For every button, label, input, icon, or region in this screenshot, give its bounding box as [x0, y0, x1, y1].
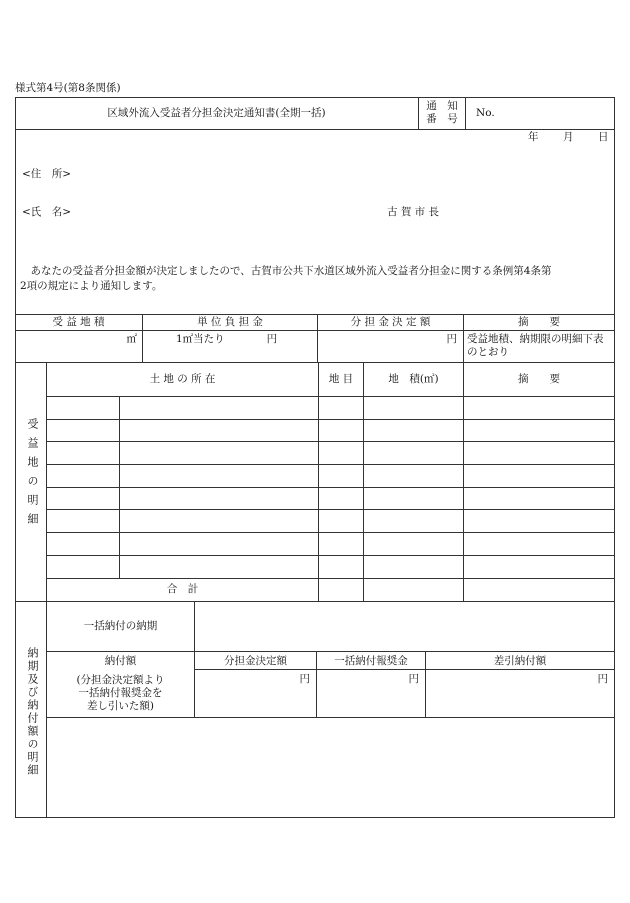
payment-col-header-bottom [194, 669, 615, 670]
land-header-category: 地 目 [328, 373, 354, 385]
payment-header-net: 差引納付額 [493, 655, 547, 667]
mayor-label: 古 賀 市 長 [387, 206, 440, 218]
payment-due-bottom [46, 651, 615, 652]
land-div-remarks [463, 362, 464, 601]
land-row-line [46, 532, 615, 533]
payment-amount-bottom [46, 717, 615, 718]
payment-amount-note: (分担金決定額より 一括納付報奨金を 差し引いた額) [76, 674, 165, 712]
summary-unit-charge: 1㎡当たり 円 [176, 333, 278, 345]
notice-number-value: No. [476, 107, 495, 119]
land-total-top [46, 578, 615, 579]
summary-remarks: 受益地積、納期限の明細下表のとおり [467, 333, 604, 358]
land-total-label: 合 計 [166, 583, 199, 595]
land-header-bottom [46, 396, 615, 397]
land-label-div [46, 362, 47, 601]
frame-right [614, 97, 615, 818]
frame-bottom [15, 817, 615, 818]
summary-bottom [15, 362, 615, 363]
land-header-location: 土 地 の 所 在 [149, 373, 216, 385]
address-label: <住 所> [22, 168, 72, 180]
date-day: 日 [598, 131, 609, 143]
notice-number-label: 通 知 番 号 [426, 100, 458, 125]
payment-due-label: 一括納付の納期 [83, 620, 158, 632]
name-label: <氏 名> [22, 206, 72, 218]
land-row-line [46, 441, 615, 442]
land-header-remarks: 摘 要 [518, 373, 560, 385]
land-bottom [15, 601, 615, 602]
body-text-line-2: 2項の規定により通知します。 [20, 280, 163, 292]
frame-top [15, 97, 615, 98]
document-title: 区域外流入受益者分担金決定通知書(全期一括) [107, 107, 326, 119]
summary-header-remarks: 摘 要 [518, 316, 560, 328]
summary-header-area: 受 益 地 積 [52, 316, 105, 328]
land-row-line [46, 419, 615, 420]
payment-yen-decided: 円 [299, 673, 310, 685]
date-month: 月 [563, 131, 574, 143]
land-section-label: 受益地の明細 [26, 418, 39, 532]
summary-top [15, 314, 615, 315]
frame-left [15, 97, 16, 818]
land-row-line [46, 555, 615, 556]
form-id: 様式第4号(第8条関係) [15, 82, 121, 94]
summary-header-amount: 分 担 金 決 定 額 [350, 316, 431, 328]
land-row-line [46, 509, 615, 510]
summary-header-unit-charge: 単 位 負 担 金 [197, 316, 263, 328]
summary-header-bottom [15, 330, 615, 331]
land-row-line [46, 487, 615, 488]
payment-header-decided: 分担金決定額 [224, 655, 287, 667]
land-div-category [318, 362, 319, 601]
land-div-area [363, 362, 364, 601]
payment-yen-reward: 円 [408, 673, 419, 685]
header-bottom [15, 129, 615, 130]
payment-header-reward: 一括納付報奨金 [334, 655, 408, 667]
summary-area-unit: ㎡ [126, 333, 137, 345]
header-div-2 [465, 97, 466, 130]
payment-section-label: 納期及び納付額の明細 [26, 647, 39, 777]
payment-yen-net: 円 [597, 673, 608, 685]
date-year: 年 [528, 131, 539, 143]
summary-amount-unit: 円 [446, 333, 457, 345]
payment-amount-label: 納付額 [104, 655, 137, 667]
body-text-line-1: あなたの受益者分担金額が決定しましたので、古賀市公共下水道区域外流入受益者分担金に関する条例第4条第 [20, 265, 552, 277]
land-header-area: 地 積(㎡) [388, 373, 439, 385]
land-row-line [46, 464, 615, 465]
